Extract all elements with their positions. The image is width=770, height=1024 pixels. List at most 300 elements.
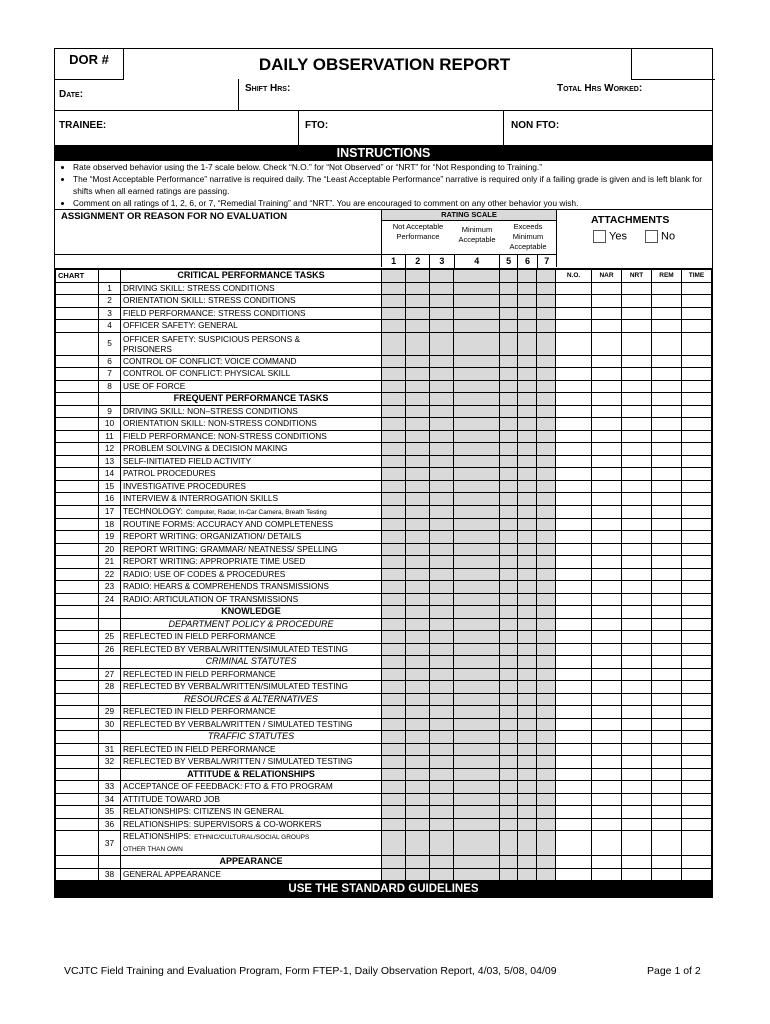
tracking-cell[interactable]: [622, 793, 652, 806]
tracking-cell[interactable]: [682, 455, 712, 468]
tracking-cell[interactable]: [592, 320, 622, 333]
rating-cell[interactable]: [406, 718, 430, 731]
rating-cell[interactable]: [430, 656, 454, 669]
rating-cell[interactable]: [518, 443, 537, 456]
tracking-cell[interactable]: [592, 332, 622, 355]
rating-cell[interactable]: [382, 756, 406, 769]
rating-cell[interactable]: [537, 480, 556, 493]
rating-cell[interactable]: [518, 270, 537, 283]
tracking-cell[interactable]: [556, 756, 592, 769]
tracking-cell[interactable]: [622, 332, 652, 355]
rating-cell[interactable]: [518, 806, 537, 819]
rating-cell[interactable]: [382, 518, 406, 531]
rating-cell[interactable]: [500, 355, 518, 368]
tracking-cell[interactable]: [652, 295, 682, 308]
tracking-cell[interactable]: [622, 718, 652, 731]
rating-cell[interactable]: [382, 593, 406, 606]
rating-cell[interactable]: [500, 430, 518, 443]
rating-cell[interactable]: [500, 270, 518, 283]
rating-cell[interactable]: [518, 556, 537, 569]
rating-cell[interactable]: [382, 270, 406, 283]
tracking-cell[interactable]: [622, 355, 652, 368]
tracking-cell[interactable]: [592, 606, 622, 619]
rating-cell[interactable]: [406, 518, 430, 531]
rating-cell[interactable]: [406, 455, 430, 468]
rating-cell[interactable]: [454, 332, 500, 355]
rating-cell[interactable]: [382, 443, 406, 456]
tracking-cell[interactable]: [682, 768, 712, 781]
rating-cell[interactable]: [382, 743, 406, 756]
rating-cell[interactable]: [454, 405, 500, 418]
rating-cell[interactable]: [430, 393, 454, 406]
rating-cell[interactable]: [518, 480, 537, 493]
no-checkbox[interactable]: [645, 230, 658, 243]
rating-cell[interactable]: [537, 543, 556, 556]
rating-cell[interactable]: [406, 693, 430, 706]
tracking-cell[interactable]: [592, 282, 622, 295]
rating-cell[interactable]: [382, 718, 406, 731]
rating-cell[interactable]: [406, 368, 430, 381]
tracking-cell[interactable]: [682, 568, 712, 581]
rating-cell[interactable]: [430, 355, 454, 368]
rating-cell[interactable]: [454, 380, 500, 393]
chart-cell[interactable]: [56, 556, 99, 569]
tracking-cell[interactable]: [592, 443, 622, 456]
rating-cell[interactable]: [430, 643, 454, 656]
rating-cell[interactable]: [454, 656, 500, 669]
rating-cell[interactable]: [537, 681, 556, 694]
rating-cell[interactable]: [537, 643, 556, 656]
rating-cell[interactable]: [454, 731, 500, 744]
tracking-cell[interactable]: [556, 706, 592, 719]
rating-cell[interactable]: [537, 656, 556, 669]
tracking-cell[interactable]: [622, 307, 652, 320]
tracking-cell[interactable]: [592, 556, 622, 569]
rating-cell[interactable]: [382, 618, 406, 631]
tracking-cell[interactable]: [652, 282, 682, 295]
rating-cell[interactable]: [430, 568, 454, 581]
rating-cell[interactable]: [382, 393, 406, 406]
tracking-cell[interactable]: [556, 568, 592, 581]
rating-cell[interactable]: [454, 355, 500, 368]
tracking-cell[interactable]: [682, 393, 712, 406]
rating-cell[interactable]: [454, 631, 500, 644]
tracking-cell[interactable]: [592, 480, 622, 493]
tracking-cell[interactable]: [556, 355, 592, 368]
rating-cell[interactable]: [430, 505, 454, 518]
rating-cell[interactable]: [406, 468, 430, 481]
tracking-cell[interactable]: [592, 818, 622, 831]
rating-cell[interactable]: [382, 581, 406, 594]
tracking-cell[interactable]: [682, 631, 712, 644]
rating-cell[interactable]: [406, 681, 430, 694]
tracking-cell[interactable]: [682, 806, 712, 819]
chart-cell[interactable]: [56, 756, 99, 769]
rating-cell[interactable]: [382, 556, 406, 569]
tracking-cell[interactable]: [622, 493, 652, 506]
rating-cell[interactable]: [500, 618, 518, 631]
tracking-cell[interactable]: [652, 631, 682, 644]
tracking-cell[interactable]: [682, 756, 712, 769]
rating-cell[interactable]: [537, 856, 556, 869]
rating-cell[interactable]: [518, 355, 537, 368]
tracking-cell[interactable]: [682, 781, 712, 794]
rating-cell[interactable]: [500, 643, 518, 656]
tracking-cell[interactable]: [592, 693, 622, 706]
rating-cell[interactable]: [382, 531, 406, 544]
rating-cell[interactable]: [430, 455, 454, 468]
tracking-cell[interactable]: [556, 656, 592, 669]
tracking-cell[interactable]: [652, 668, 682, 681]
rating-cell[interactable]: [454, 868, 500, 881]
rating-cell[interactable]: [537, 307, 556, 320]
tracking-cell[interactable]: [652, 568, 682, 581]
tracking-cell[interactable]: [622, 543, 652, 556]
rating-cell[interactable]: [454, 818, 500, 831]
rating-cell[interactable]: [537, 405, 556, 418]
tracking-cell[interactable]: [682, 831, 712, 856]
tracking-cell[interactable]: [556, 455, 592, 468]
rating-cell[interactable]: [382, 706, 406, 719]
rating-cell[interactable]: [406, 320, 430, 333]
tracking-cell[interactable]: [652, 693, 682, 706]
rating-cell[interactable]: [406, 756, 430, 769]
tracking-cell[interactable]: [592, 768, 622, 781]
rating-cell[interactable]: [430, 270, 454, 283]
rating-cell[interactable]: [430, 593, 454, 606]
tracking-cell[interactable]: [652, 393, 682, 406]
rating-cell[interactable]: [454, 430, 500, 443]
rating-cell[interactable]: [500, 468, 518, 481]
tracking-cell[interactable]: [682, 430, 712, 443]
chart-cell[interactable]: [56, 793, 99, 806]
tracking-cell[interactable]: [652, 455, 682, 468]
rating-cell[interactable]: [537, 468, 556, 481]
rating-cell[interactable]: [518, 307, 537, 320]
tracking-cell[interactable]: [592, 355, 622, 368]
tracking-cell[interactable]: [682, 443, 712, 456]
tracking-cell[interactable]: [622, 295, 652, 308]
rating-cell[interactable]: [537, 818, 556, 831]
rating-cell[interactable]: [454, 393, 500, 406]
tracking-cell[interactable]: [556, 731, 592, 744]
rating-cell[interactable]: [382, 282, 406, 295]
tracking-cell[interactable]: [652, 405, 682, 418]
rating-cell[interactable]: [382, 656, 406, 669]
tracking-cell[interactable]: [652, 606, 682, 619]
tracking-cell[interactable]: [556, 831, 592, 856]
rating-cell[interactable]: [500, 781, 518, 794]
chart-cell[interactable]: [56, 468, 99, 481]
tracking-cell[interactable]: [622, 618, 652, 631]
rating-cell[interactable]: [406, 581, 430, 594]
tracking-cell[interactable]: [622, 693, 652, 706]
rating-cell[interactable]: [537, 718, 556, 731]
rating-cell[interactable]: [518, 743, 537, 756]
tracking-cell[interactable]: [556, 320, 592, 333]
tracking-cell[interactable]: [556, 581, 592, 594]
rating-cell[interactable]: [454, 556, 500, 569]
rating-cell[interactable]: [430, 581, 454, 594]
rating-cell[interactable]: [518, 543, 537, 556]
rating-cell[interactable]: [537, 568, 556, 581]
tracking-cell[interactable]: [622, 768, 652, 781]
tracking-cell[interactable]: [592, 543, 622, 556]
tracking-cell[interactable]: [652, 831, 682, 856]
tracking-cell[interactable]: [652, 505, 682, 518]
tracking-cell[interactable]: [622, 518, 652, 531]
tracking-cell[interactable]: [622, 643, 652, 656]
rating-cell[interactable]: [382, 332, 406, 355]
rating-cell[interactable]: [537, 581, 556, 594]
tracking-cell[interactable]: [556, 781, 592, 794]
tracking-cell[interactable]: [592, 756, 622, 769]
tracking-cell[interactable]: [556, 818, 592, 831]
rating-cell[interactable]: [500, 282, 518, 295]
tracking-cell[interactable]: [652, 368, 682, 381]
tracking-cell[interactable]: [652, 743, 682, 756]
tracking-cell[interactable]: [592, 806, 622, 819]
rating-cell[interactable]: [500, 405, 518, 418]
rating-cell[interactable]: [537, 693, 556, 706]
tracking-cell[interactable]: [556, 768, 592, 781]
rating-cell[interactable]: [454, 543, 500, 556]
rating-cell[interactable]: [382, 681, 406, 694]
rating-cell[interactable]: [500, 320, 518, 333]
rating-cell[interactable]: [382, 818, 406, 831]
rating-cell[interactable]: [454, 668, 500, 681]
rating-cell[interactable]: [382, 543, 406, 556]
rating-cell[interactable]: [500, 581, 518, 594]
rating-cell[interactable]: [382, 493, 406, 506]
tracking-cell[interactable]: [652, 355, 682, 368]
rating-cell[interactable]: [454, 856, 500, 869]
rating-cell[interactable]: [537, 531, 556, 544]
rating-cell[interactable]: [430, 332, 454, 355]
rating-cell[interactable]: [382, 418, 406, 431]
tracking-cell[interactable]: [682, 282, 712, 295]
rating-cell[interactable]: [500, 631, 518, 644]
rating-cell[interactable]: [406, 393, 430, 406]
tracking-cell[interactable]: [682, 295, 712, 308]
rating-cell[interactable]: [406, 856, 430, 869]
tracking-cell[interactable]: [652, 332, 682, 355]
chart-cell[interactable]: [56, 368, 99, 381]
rating-cell[interactable]: [454, 693, 500, 706]
rating-cell[interactable]: [518, 418, 537, 431]
tracking-cell[interactable]: [556, 806, 592, 819]
tracking-cell[interactable]: [622, 282, 652, 295]
rating-cell[interactable]: [537, 631, 556, 644]
rating-cell[interactable]: [454, 768, 500, 781]
rating-cell[interactable]: [454, 706, 500, 719]
rating-cell[interactable]: [382, 468, 406, 481]
tracking-cell[interactable]: [622, 531, 652, 544]
tracking-cell[interactable]: [622, 668, 652, 681]
tracking-cell[interactable]: [556, 443, 592, 456]
rating-cell[interactable]: [500, 731, 518, 744]
rating-cell[interactable]: [537, 831, 556, 856]
tracking-cell[interactable]: [682, 593, 712, 606]
rating-cell[interactable]: [430, 743, 454, 756]
tracking-cell[interactable]: [622, 468, 652, 481]
rating-cell[interactable]: [406, 806, 430, 819]
rating-cell[interactable]: [518, 493, 537, 506]
rating-cell[interactable]: [430, 618, 454, 631]
tracking-cell[interactable]: [682, 706, 712, 719]
rating-cell[interactable]: [382, 731, 406, 744]
rating-cell[interactable]: [406, 295, 430, 308]
tracking-cell[interactable]: [592, 593, 622, 606]
rating-cell[interactable]: [537, 505, 556, 518]
rating-cell[interactable]: [537, 806, 556, 819]
rating-cell[interactable]: [406, 480, 430, 493]
rating-cell[interactable]: [454, 493, 500, 506]
rating-cell[interactable]: [537, 706, 556, 719]
rating-cell[interactable]: [430, 781, 454, 794]
rating-cell[interactable]: [454, 455, 500, 468]
rating-cell[interactable]: [500, 831, 518, 856]
rating-cell[interactable]: [406, 332, 430, 355]
tracking-cell[interactable]: [592, 643, 622, 656]
rating-cell[interactable]: [430, 480, 454, 493]
chart-cell[interactable]: [56, 718, 99, 731]
tracking-cell[interactable]: [592, 368, 622, 381]
tracking-cell[interactable]: [652, 781, 682, 794]
tracking-cell[interactable]: [556, 418, 592, 431]
rating-cell[interactable]: [537, 282, 556, 295]
rating-cell[interactable]: [518, 593, 537, 606]
rating-cell[interactable]: [406, 556, 430, 569]
tracking-cell[interactable]: [556, 743, 592, 756]
rating-cell[interactable]: [382, 606, 406, 619]
rating-cell[interactable]: [430, 418, 454, 431]
rating-cell[interactable]: [500, 295, 518, 308]
tracking-cell[interactable]: [652, 731, 682, 744]
rating-cell[interactable]: [518, 831, 537, 856]
chart-cell[interactable]: [56, 332, 99, 355]
rating-cell[interactable]: [430, 631, 454, 644]
tracking-cell[interactable]: [622, 806, 652, 819]
chart-cell[interactable]: [56, 781, 99, 794]
rating-cell[interactable]: [537, 781, 556, 794]
rating-cell[interactable]: [406, 505, 430, 518]
tracking-cell[interactable]: [682, 493, 712, 506]
rating-cell[interactable]: [500, 443, 518, 456]
rating-cell[interactable]: [518, 656, 537, 669]
tracking-cell[interactable]: [592, 455, 622, 468]
tracking-cell[interactable]: [682, 606, 712, 619]
rating-cell[interactable]: [518, 731, 537, 744]
rating-cell[interactable]: [537, 731, 556, 744]
rating-cell[interactable]: [518, 643, 537, 656]
tracking-cell[interactable]: [652, 320, 682, 333]
rating-cell[interactable]: [454, 531, 500, 544]
tracking-cell[interactable]: [652, 681, 682, 694]
rating-cell[interactable]: [518, 505, 537, 518]
tracking-cell[interactable]: [652, 518, 682, 531]
tracking-cell[interactable]: [592, 295, 622, 308]
rating-cell[interactable]: [500, 307, 518, 320]
rating-cell[interactable]: [430, 818, 454, 831]
rating-cell[interactable]: [518, 295, 537, 308]
tracking-cell[interactable]: [592, 581, 622, 594]
rating-cell[interactable]: [406, 793, 430, 806]
tracking-cell[interactable]: [592, 831, 622, 856]
rating-cell[interactable]: [500, 818, 518, 831]
tracking-cell[interactable]: [622, 681, 652, 694]
tracking-cell[interactable]: [622, 405, 652, 418]
chart-cell[interactable]: [56, 668, 99, 681]
rating-cell[interactable]: [430, 380, 454, 393]
rating-cell[interactable]: [518, 393, 537, 406]
tracking-cell[interactable]: [652, 806, 682, 819]
tracking-cell[interactable]: [622, 868, 652, 881]
rating-cell[interactable]: [518, 868, 537, 881]
tracking-cell[interactable]: [622, 443, 652, 456]
rating-cell[interactable]: [537, 393, 556, 406]
rating-cell[interactable]: [500, 693, 518, 706]
chart-cell[interactable]: [56, 568, 99, 581]
rating-cell[interactable]: [500, 518, 518, 531]
rating-cell[interactable]: [518, 455, 537, 468]
rating-cell[interactable]: [382, 320, 406, 333]
rating-cell[interactable]: [454, 443, 500, 456]
rating-cell[interactable]: [382, 856, 406, 869]
tracking-cell[interactable]: [682, 681, 712, 694]
chart-cell[interactable]: [56, 818, 99, 831]
tracking-cell[interactable]: [556, 693, 592, 706]
chart-cell[interactable]: [56, 543, 99, 556]
tracking-cell[interactable]: [592, 718, 622, 731]
tracking-cell[interactable]: [592, 781, 622, 794]
rating-cell[interactable]: [406, 307, 430, 320]
rating-cell[interactable]: [518, 320, 537, 333]
tracking-cell[interactable]: [652, 618, 682, 631]
tracking-cell[interactable]: [682, 307, 712, 320]
rating-cell[interactable]: [406, 282, 430, 295]
tracking-cell[interactable]: [592, 793, 622, 806]
rating-cell[interactable]: [454, 295, 500, 308]
chart-cell[interactable]: [56, 380, 99, 393]
tracking-cell[interactable]: [592, 681, 622, 694]
tracking-cell[interactable]: [622, 430, 652, 443]
rating-cell[interactable]: [406, 606, 430, 619]
rating-cell[interactable]: [382, 405, 406, 418]
rating-cell[interactable]: [500, 768, 518, 781]
rating-cell[interactable]: [454, 806, 500, 819]
rating-cell[interactable]: [500, 505, 518, 518]
chart-cell[interactable]: [56, 307, 99, 320]
rating-cell[interactable]: [406, 668, 430, 681]
rating-cell[interactable]: [454, 743, 500, 756]
rating-cell[interactable]: [537, 768, 556, 781]
tracking-cell[interactable]: [556, 793, 592, 806]
tracking-cell[interactable]: [556, 868, 592, 881]
chart-cell[interactable]: [56, 443, 99, 456]
chart-cell[interactable]: [56, 295, 99, 308]
tracking-cell[interactable]: [682, 505, 712, 518]
rating-cell[interactable]: [382, 480, 406, 493]
tracking-cell[interactable]: [622, 480, 652, 493]
tracking-cell[interactable]: [556, 430, 592, 443]
rating-cell[interactable]: [537, 355, 556, 368]
tracking-cell[interactable]: [682, 380, 712, 393]
tracking-cell[interactable]: [622, 606, 652, 619]
tracking-cell[interactable]: [652, 593, 682, 606]
rating-cell[interactable]: [454, 320, 500, 333]
tracking-cell[interactable]: [682, 480, 712, 493]
